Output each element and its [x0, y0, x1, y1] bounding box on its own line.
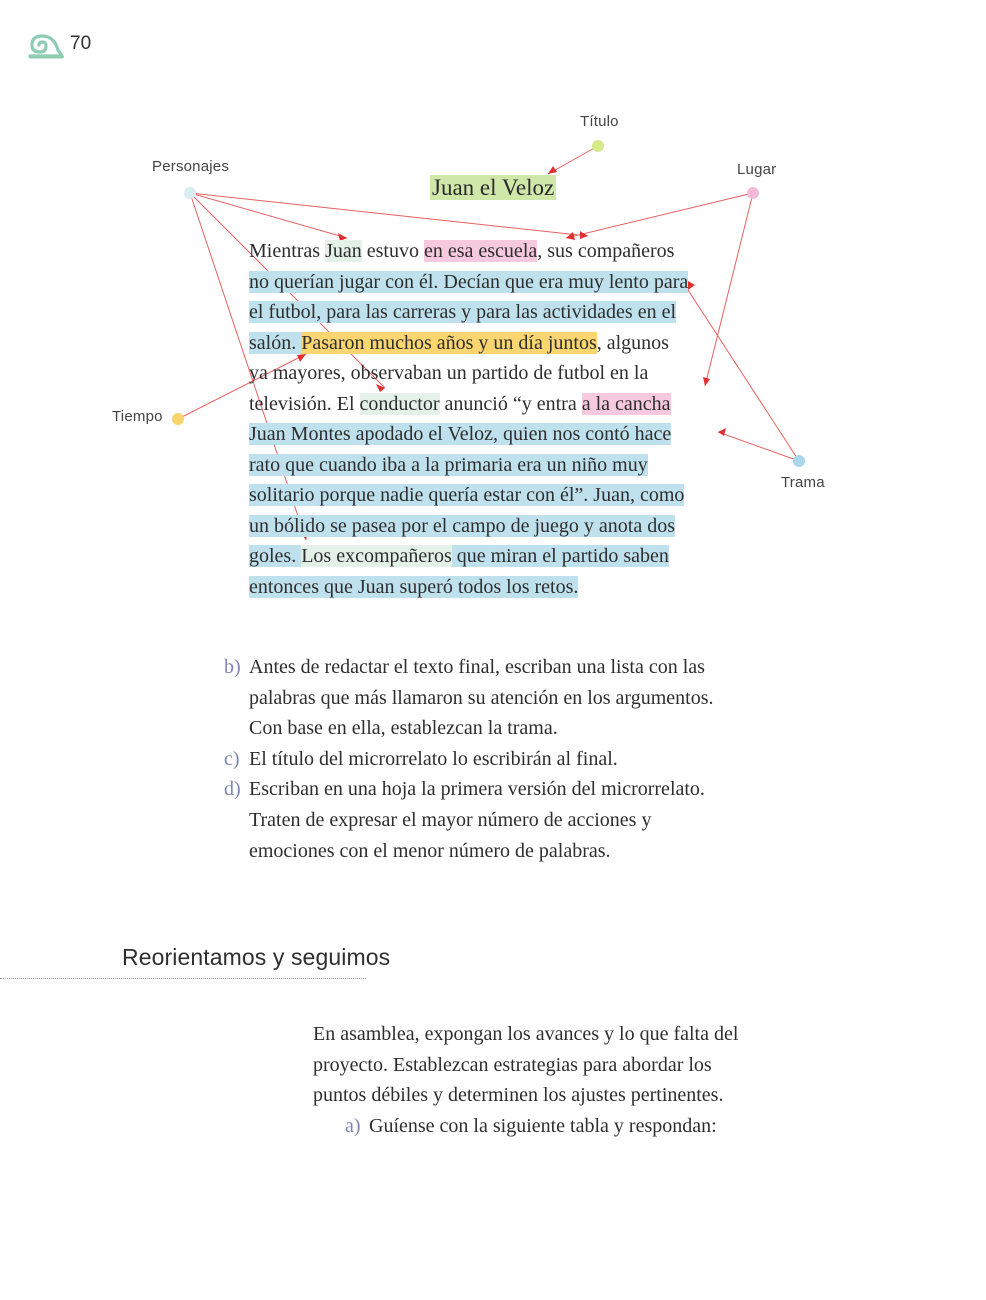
highlight-trama: goles.	[249, 545, 302, 567]
story-line	[249, 328, 749, 359]
label-lugar: Lugar	[737, 161, 777, 178]
story-title-text: Juan el Veloz	[432, 175, 555, 200]
highlight-trama: Juan Montes apodado el Veloz, quien nos contó hace	[249, 423, 672, 445]
activity-text: Escriban en una hoja la primera versión del microrrelato.	[249, 778, 705, 801]
paragraph-line: puntos débiles y determinen los ajustes pertinentes.	[313, 1084, 724, 1107]
story-line	[249, 450, 749, 481]
highlight-trama: solitario porque nadie quería estar con él”. Juan, como	[249, 484, 685, 506]
activity-text: Con base en ella, establezcan la trama.	[249, 717, 558, 740]
highlight-trama: que miran el partido saben	[451, 545, 669, 567]
section-paragraph	[313, 1019, 783, 1141]
story-text: televisión. El	[249, 392, 360, 415]
highlight-lugar: en esa escuela	[423, 240, 538, 262]
activity-a	[313, 1111, 783, 1142]
trama-dot	[793, 455, 805, 467]
story-text: estuvo	[361, 240, 424, 262]
activity-text: Guíense con la siguiente tabla y respondan:	[369, 1114, 717, 1137]
activity-text: Antes de redactar el texto final, escriban una lista con las	[249, 656, 705, 678]
highlight-trama: salón.	[249, 331, 302, 354]
highlight-trama: entonces que Juan superó todos los retos.	[249, 575, 579, 598]
activity-letter: a)	[345, 1114, 361, 1137]
activity-list	[224, 652, 784, 866]
story-text: Mientras	[249, 240, 326, 262]
activity-c	[224, 744, 784, 775]
story-text: anunció “y entra	[439, 392, 582, 415]
story-line	[249, 236, 749, 267]
story-line	[249, 572, 749, 603]
section-heading: Reorientamos y seguimos	[122, 944, 391, 970]
activity-letter: d)	[224, 778, 241, 801]
story-text: ya mayores, observaban un partido de futbol en la	[249, 362, 649, 384]
highlight-personajes: Los excompañeros	[301, 545, 452, 567]
page-number: 70	[70, 33, 92, 54]
personajes-dot	[184, 187, 196, 199]
highlight-trama: no querían jugar con él. Decían que era muy lento para	[249, 270, 689, 293]
story-line	[249, 511, 749, 542]
label-trama: Trama	[781, 474, 825, 491]
story-line	[249, 358, 749, 389]
story-line	[249, 297, 749, 328]
highlight-trama: el futbol, para las carreras y para las actividades en el	[249, 301, 677, 323]
activity-text: Traten de expresar el mayor número de acciones y	[249, 808, 652, 831]
story-body	[249, 236, 749, 602]
highlight-personajes: Juan	[325, 240, 362, 262]
paragraph-line: En asamblea, expongan los avances y lo que falta del	[313, 1023, 739, 1045]
activity-text: El título del microrrelato lo escribirán al final.	[249, 747, 618, 770]
label-personajes: Personajes	[152, 158, 230, 175]
activity-b	[224, 652, 784, 744]
label-titulo: Título	[580, 113, 619, 130]
paragraph-line: proyecto. Establezcan estrategias para abordar los	[313, 1053, 712, 1076]
highlight-personajes: conductor	[359, 392, 440, 415]
highlight-trama: un bólido se pasea por el campo de juego y anota dos	[249, 514, 675, 537]
titulo-dot	[592, 140, 604, 152]
activity-letter: c)	[224, 747, 240, 770]
story-line	[249, 389, 749, 420]
label-tiempo: Tiempo	[112, 408, 163, 425]
section-divider	[0, 978, 366, 979]
lugar-dot	[747, 187, 759, 199]
story-line	[249, 541, 749, 572]
highlight-trama: rato que cuando iba a la primaria era un niño muy	[249, 453, 648, 476]
story-text: , algunos	[596, 331, 669, 354]
activity-text: palabras que más llamaron su atención en los argumentos.	[249, 686, 714, 709]
story-line	[249, 267, 749, 298]
highlight-tiempo: Pasaron muchos años y un día juntos	[301, 331, 597, 354]
story-text: , sus compañeros	[537, 240, 675, 262]
highlight-lugar: a la cancha	[581, 392, 671, 415]
story-line	[249, 480, 749, 511]
activity-text: emociones con el menor número de palabras.	[249, 839, 611, 862]
activity-letter: b)	[224, 656, 241, 678]
story-title	[430, 172, 556, 204]
activity-d	[224, 774, 784, 866]
story-line	[249, 419, 749, 450]
tiempo-dot	[172, 413, 184, 425]
